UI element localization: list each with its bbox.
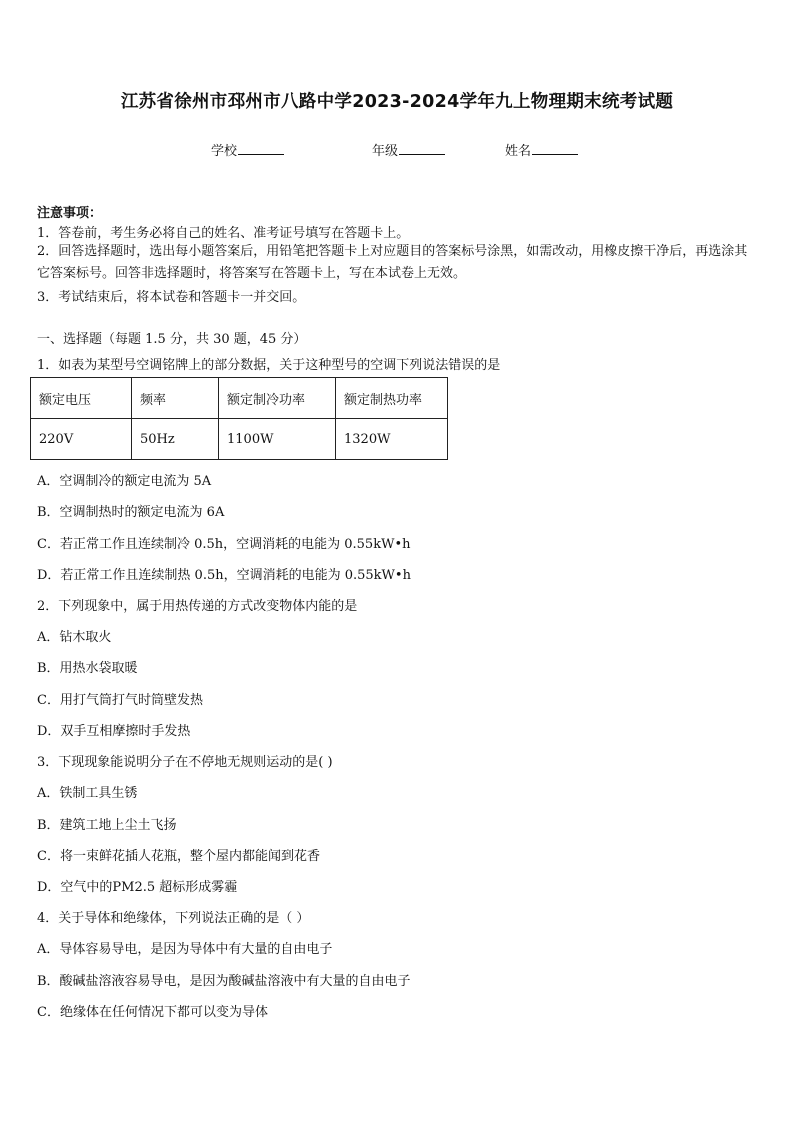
q4-option-a: A．导体容易导电，是因为导体中有大量的自由电子 bbox=[37, 942, 333, 957]
q1-option-a: A．空调制冷的额定电流为 5A bbox=[37, 474, 212, 489]
name-label: 姓名 bbox=[505, 144, 532, 159]
grade-blank[interactable] bbox=[399, 141, 445, 155]
q4-option-b: B．酸碱盐溶液容易导电，是因为酸碱盐溶液中有大量的自由电子 bbox=[37, 974, 411, 989]
school-field bbox=[211, 140, 284, 159]
q4-stem: 4．关于导体和绝缘体，下列说法正确的是（ ） bbox=[37, 911, 310, 926]
q1-option-c: C．若正常工作且连续制冷 0.5h，空调消耗的电能为 0.55kW•h bbox=[37, 537, 411, 552]
q4-option-c: C．绝缘体在任何情况下都可以变为导体 bbox=[37, 1005, 268, 1020]
school-blank[interactable] bbox=[238, 141, 284, 155]
name-blank[interactable] bbox=[532, 141, 578, 155]
notice-item-3: 3．考试结束后，将本试卷和答题卡一并交回。 bbox=[37, 290, 306, 305]
q3-option-a: A．铁制工具生锈 bbox=[37, 786, 138, 801]
q2-option-c: C．用打气筒打气时筒壁发热 bbox=[37, 693, 203, 708]
table-row bbox=[31, 378, 448, 419]
q3-stem: 3．下现现象能说明分子在不停地无规则运动的是( ) bbox=[37, 755, 333, 770]
table-row bbox=[31, 419, 448, 460]
table-header-cell: 额定制冷功率 bbox=[219, 378, 336, 419]
section-heading: 一、选择题（每题 1.5 分，共 30 题，45 分） bbox=[37, 332, 307, 347]
grade-label: 年级 bbox=[372, 144, 399, 159]
q2-option-d: D．双手互相摩擦时手发热 bbox=[37, 724, 191, 739]
q1-option-b: B．空调制热时的额定电流为 6A bbox=[37, 505, 225, 520]
q2-option-a: A．钻木取火 bbox=[37, 630, 112, 645]
table-header-cell: 额定电压 bbox=[31, 378, 132, 419]
table-header-cell: 频率 bbox=[132, 378, 219, 419]
table-cell: 1320W bbox=[336, 419, 448, 460]
q3-option-d: D．空气中的PM2.5 超标形成雾霾 bbox=[37, 880, 238, 895]
spec-table bbox=[30, 377, 448, 460]
q2-stem: 2．下列现象中，属于用热传递的方式改变物体内能的是 bbox=[37, 599, 358, 614]
q1-option-d: D．若正常工作且连续制热 0.5h，空调消耗的电能为 0.55kW•h bbox=[37, 568, 411, 583]
table-cell: 1100W bbox=[219, 419, 336, 460]
q3-option-b: B．建筑工地上尘土飞扬 bbox=[37, 818, 177, 833]
q1-stem: 1．如表为某型号空调铭牌上的部分数据，关于这种型号的空调下列说法错误的是 bbox=[37, 358, 501, 373]
notice-item-1: 1．答卷前，考生务必将自己的姓名、准考证号填写在答题卡上。 bbox=[37, 226, 410, 241]
table-cell: 50Hz bbox=[132, 419, 219, 460]
q2-option-b: B．用热水袋取暖 bbox=[37, 661, 138, 676]
school-label: 学校 bbox=[211, 144, 238, 159]
name-field bbox=[505, 140, 578, 159]
notice-heading: 注意事项： bbox=[37, 206, 103, 221]
page-title: 江苏省徐州市邳州市八路中学2023-2024学年九上物理期末统考试题 bbox=[120, 92, 674, 112]
q3-option-c: C．将一束鲜花插人花瓶，整个屋内都能闻到花香 bbox=[37, 849, 320, 864]
notice-item-2: 2．回答选择题时，选出每小题答案后，用铅笔把答题卡上对应题目的答案标号涂黑，如需改动，用橡皮擦干净后，再选涂其它答案标号。回答非选择题时，将答案写在答题卡上，写在本试卷上无效。 bbox=[37, 244, 748, 281]
grade-field bbox=[372, 140, 445, 159]
table-cell: 220V bbox=[31, 419, 132, 460]
table-header-cell: 额定制热功率 bbox=[336, 378, 448, 419]
